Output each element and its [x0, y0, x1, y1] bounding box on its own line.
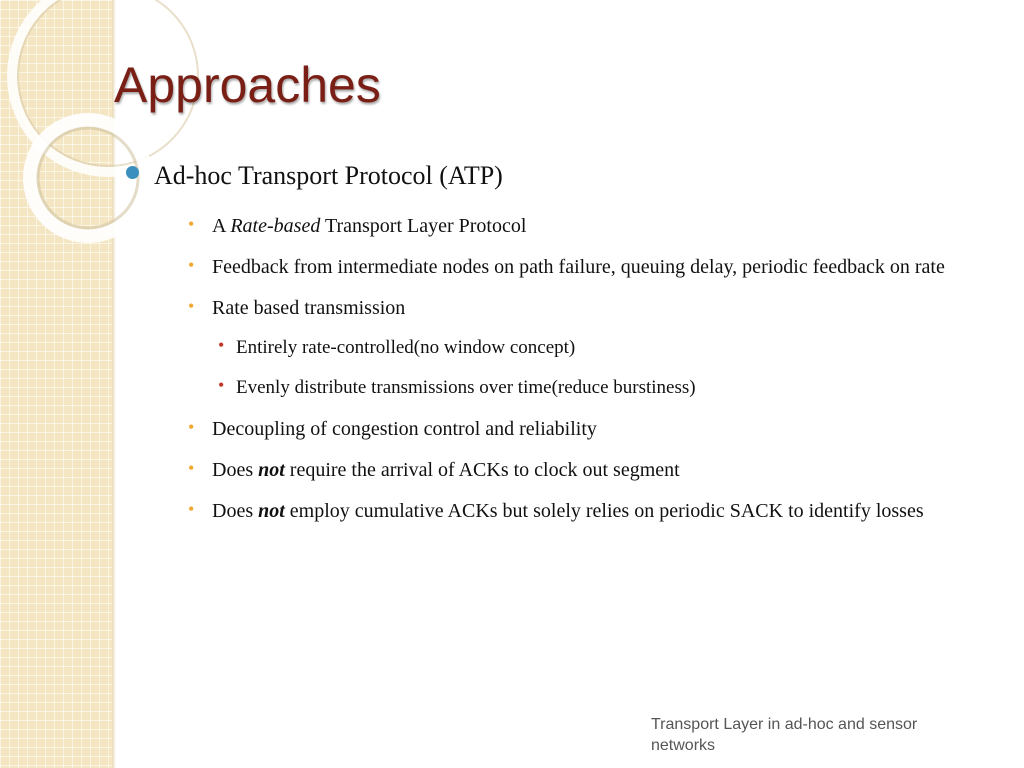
bullet-level2-item	[188, 251, 984, 284]
bullet-dot-icon: •	[218, 375, 225, 395]
bullet-dot-icon: •	[188, 214, 195, 234]
bullet-text: Decoupling of congestion control and reliability	[212, 418, 597, 440]
bullet-text-suffix: Transport Layer Protocol	[320, 215, 527, 237]
slide-footer: Transport Layer in ad-hoc and sensor networks	[651, 716, 918, 754]
bullet-text-prefix: Does	[212, 459, 259, 481]
bullet-dot-icon: •	[188, 499, 195, 519]
bullet-text: Evenly distribute transmissions over time(reduce burstiness)	[236, 377, 696, 398]
bullet-dot-icon: •	[218, 335, 225, 355]
decorative-circle-small-shadow	[38, 128, 138, 228]
bullet-text: Ad-hoc Transport Protocol (ATP)	[154, 161, 503, 190]
bullet-level3-item	[218, 373, 984, 403]
bullet-text: Entirely rate-controlled(no window concept)	[236, 337, 576, 358]
bullet-dot-icon: •	[188, 458, 195, 478]
slide-title: Approaches	[114, 57, 381, 113]
bullet-level1-item	[124, 158, 984, 194]
bullet-text-prefix: Does	[212, 500, 259, 522]
bullet-dot-icon: •	[188, 255, 195, 275]
bullet-text: Rate based transmission	[212, 297, 406, 319]
bullet-level2-item	[188, 495, 984, 528]
bullet-dot-icon: •	[188, 296, 195, 316]
bullet-text-prefix: A	[212, 215, 231, 237]
bullet-list	[124, 158, 984, 536]
bullet-level2-item	[188, 210, 984, 243]
bullet-text-suffix: employ cumulative ACKs but solely relies on periodic SACK to identify losses	[284, 500, 924, 522]
bullet-dot-icon: •	[188, 417, 195, 437]
bullet-level2-item	[188, 292, 984, 325]
bullet-level3-item	[218, 333, 984, 363]
bullet-text-emphasis: not	[258, 459, 285, 481]
bullet-level2-item	[188, 413, 984, 446]
bullet-text-emphasis: not	[258, 500, 285, 522]
bullet-text-italic: Rate-based	[230, 215, 321, 237]
bullet-text-suffix: require the arrival of ACKs to clock out segment	[284, 459, 680, 481]
bullet-level2-item	[188, 454, 984, 487]
round-bullet-icon	[126, 166, 139, 179]
bullet-text: Feedback from intermediate nodes on path failure, queuing delay, periodic feedback on rate	[212, 256, 945, 278]
